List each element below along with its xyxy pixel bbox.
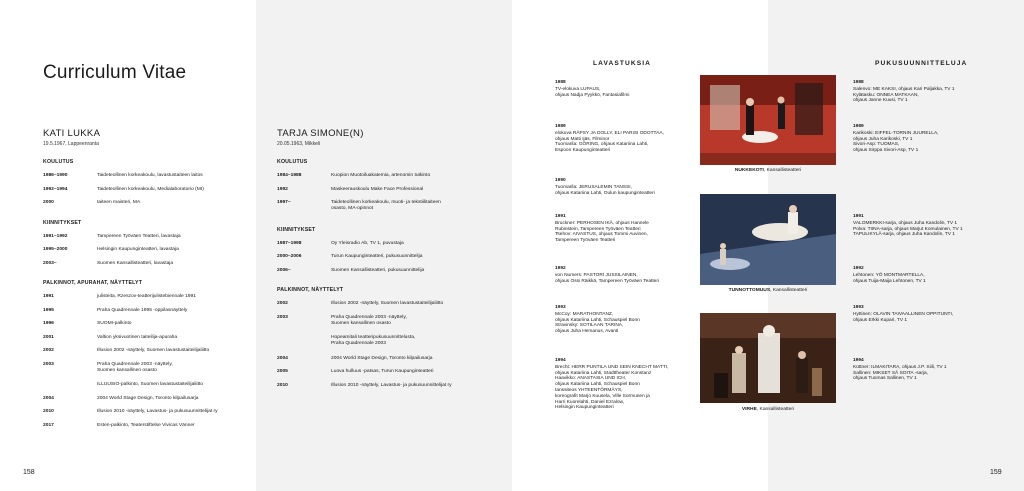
- work-entry-year: 1992: [853, 266, 864, 271]
- cv-row-year: 2002: [277, 301, 288, 306]
- cv-row-text: Praha Quadrennale 1995 -oppilasnäyttely: [97, 307, 188, 313]
- work-entry: [555, 80, 629, 98]
- cv-row-text: Turun Kaupunginteatteri, pukusuunnittelija: [331, 254, 423, 259]
- section-heading: PALKINNOT, APURAHAT, NÄYTTELYT: [43, 280, 143, 286]
- lavastuksia-title: LAVASTUKSIA: [593, 60, 652, 67]
- cv-row-year: 2001: [43, 334, 54, 340]
- work-entry: [555, 124, 664, 154]
- work-entry-text: Salenvo: ME KAKSI, ohjaus Kari Paljakka, TV 1 Kylätasku: ONNEA MATKAAN, ohjaus Janne Kuusi, TV 1: [853, 86, 955, 104]
- person2-name: TARJA SIMONE(N): [277, 128, 364, 139]
- cv-row-text: Luova hulluus -patsas, Turun Kaupunginteatteri: [331, 369, 434, 374]
- cv-row-text: 2004 World Stage Design, Toronto kilpailusarja: [97, 395, 199, 401]
- cv-row-year: 2004: [43, 395, 54, 401]
- cv-row-year: 2017: [43, 422, 54, 428]
- section-heading: PALKINNOT, NÄYTTELYT: [277, 287, 344, 293]
- cv-row-year: 2010: [43, 409, 54, 414]
- work-entry: [853, 358, 947, 382]
- photo-nukkekoti: [700, 75, 836, 165]
- cv-row-text: Illusion 2010 -näyttely, Lavastus- ja pukusuunnittelijat ry: [331, 382, 452, 388]
- cv-row-year: 2010: [277, 382, 288, 388]
- cv-row-text: Praha Quadrennale 2003 -näyttely, Suomen kansallinen osasto: [331, 314, 407, 326]
- cv-row-year: 1995: [43, 307, 54, 313]
- work-entry: [853, 124, 938, 154]
- page-number-right: 159: [990, 469, 1002, 476]
- cv-row-year: 2003: [277, 314, 288, 320]
- pukusuunnitteluja-title: PUKUSUUNNITTELUJA: [875, 60, 968, 67]
- work-entry-text: McCoy: MARATHONTANZ, ohjaus Katariina Lahti, Schauspiel Bonn Stravinsky: SOTILAAN TARINA, ohjaus Juha Hemanus, Avanti: [555, 311, 640, 335]
- work-entry-year: 1989: [853, 124, 864, 129]
- caption-tunnottomuus: TUNNOTTOMUUS, Kansallisteatteri: [728, 288, 808, 293]
- cv-row-text: Hopeamitali teatteripukusuunnittelusta, Praha Quadrennale 2003: [331, 335, 416, 347]
- work-entry: [555, 358, 668, 411]
- cv-row-text: Taideteollinen korkeakoulu, lavastustaiteen laitos: [97, 173, 203, 178]
- caption-virhe: VIRHE, Kansallisteatteri: [741, 407, 795, 412]
- cv-row-text: Kuopion Muotoiluakatemia, artenomin tutkinto: [331, 173, 431, 178]
- caption-nukkekoti: NUKKEKOTI, Kansallisteatteri: [734, 168, 802, 173]
- work-entry-text: Tuomarila: JERUSALEMIN TANSSI, ohjaus Katariina Lahti, Oulun kaupunginteatteri: [555, 184, 655, 196]
- work-entry: [555, 266, 659, 284]
- cv-row-text: Tampereen Työväen Teatteri, lavastaja: [97, 233, 181, 239]
- work-entry-year: 1988: [853, 80, 864, 85]
- cv-row-year: 2000: [43, 200, 54, 205]
- page-number-left: 158: [23, 469, 35, 476]
- cv-row-text: Illusion 2002 -näyttely, Suomen lavastustaiteilijaliitto: [331, 301, 444, 306]
- work-entry-text: von Numers: PASTORI JUSSILAINEN, ohjaus Ossi Räikkä, Tampereen Työväen Teatteri: [555, 272, 659, 284]
- cv-row-year: 1992: [277, 186, 288, 192]
- work-entry-text: Lehtonen: YÖ MONTMARTELLA, ohjaus Tuija-Maija Lehtonen, TV 1: [853, 272, 926, 284]
- cv-row-text: ILLUUSIO-palkinto, Suomen lavastustaiteilijaliitto: [97, 382, 204, 387]
- section-heading: KOULUTUS: [43, 159, 74, 165]
- section-heading: KIINNITYKSET: [43, 219, 82, 226]
- photo-virhe: [700, 313, 836, 403]
- cv-row-text: julisteita, Rzeszov-teatterijulistebiennale 1991: [97, 294, 196, 299]
- work-entry: [555, 178, 655, 196]
- cv-row-year: 1984–1988: [277, 173, 302, 178]
- cv-row-text: Valtion yksivuotinen taiteilija-apuraha: [97, 334, 178, 340]
- cv-row-year: 1987–1998: [277, 240, 302, 246]
- section-heading: KIINNITYKSET: [277, 226, 316, 233]
- cv-row-text: Taideteollinen korkeakoulu, Medialaboratorio (MI): [97, 186, 204, 192]
- person1-birth: 19.5.1967, Lappeenranta: [43, 141, 99, 147]
- cv-row-text: Suomen Kansallisteatteri, lavastaja: [97, 260, 174, 266]
- work-entry-text: VALOMERKKI-sarja, ohjaus Juha Kandolin, TV 1 Polva: TIINA-sarja, ohjaus Marjut Komulainen, TV 1 TAPULIKYLÄ-sarja, ohjaus Juha Kandolin, TV 1: [853, 220, 963, 238]
- cv-row-text: 2004 World Stage Design, Toronto kilpailusarja: [331, 355, 433, 361]
- page-title: Curriculum Vitae: [43, 62, 187, 83]
- work-entry-year: 1991: [853, 214, 864, 219]
- work-entry-text: Brecht: HERR PUNTILA UND SEIN KNECHT MATTI, ohjaus Katariina Lahti, Stadttheater Konstanz Haavikko: ANASTASIA UND ICH, ohjaus Katariina Lahti, Schauspiel Bonn tanssiteos YHTEENTÖRMÄYS, koreografit Marjo Kuusela, Ville Sormunen ja Harri Kuorelahti, Daniel Ezralow, Helsingin Kaupunginteatteri: [555, 364, 669, 411]
- cv-row-text: Esten-palkinto, Teaterstiftelse Vivicas Vänner: [97, 422, 195, 428]
- work-entry-text: Karikoski: EIFFEL-TORNIN JUURELLA, ohjaus Juha Karikoski, TV 1 Sivori-Asp: TUOMAS, ohjaus Sirppa Sivori-Asp, TV 1: [853, 130, 939, 154]
- cv-row-year: 1996: [43, 321, 54, 326]
- person1-name: KATI LUKKA: [43, 128, 101, 139]
- cv-row-text: Maskeerauskoulu Make Face Professional: [331, 186, 424, 192]
- work-entry-year: 1989: [555, 124, 566, 129]
- work-entry-year: 1993: [853, 305, 864, 310]
- photo-tunnottomuus: [700, 194, 836, 285]
- work-entry-text: elokuva RÄPSY JA DOLLY, ELI PARISI ODOTTAA, ohjaus Matti Ijäs, Filminor Tuomarila: GÖRING, ohjaus Katariina Lahti, Espoon Kaupunginteatteri: [555, 130, 664, 154]
- person2-birth: 20.05.1963, Mikkeli: [277, 141, 321, 147]
- work-entry: [853, 266, 926, 284]
- cv-row-text: taiteen maisteri, MA: [97, 200, 141, 205]
- cv-row-year: 1995–2000: [43, 247, 68, 252]
- cv-row-year: 2005: [277, 369, 288, 374]
- work-entry: [853, 80, 955, 104]
- cv-row-text: Suomen Kansallisteatteri, pukusuunnittelija: [331, 267, 425, 273]
- work-entry-year: 1994: [555, 358, 566, 363]
- work-entry-text: TV-elokuva LUPAUS, ohjaus Nadja Pyykkö, Fantasiafilmi: [555, 86, 630, 98]
- cv-row-text: Helsingin Kaupunginteatteri, lavastaja: [97, 247, 179, 252]
- work-entry-text: Küttner: ILMAKITARA, ohjaus J.P. Siili, TV 1 Sallinen: MIKSET SÄ SOITA -sarja, ohjaus Tuomas Sallinen, TV 1: [853, 364, 947, 382]
- work-entry: [853, 305, 953, 323]
- cv-row-text: SUOMI-palkinto: [97, 321, 132, 326]
- cv-row-year: 1992–1994: [43, 186, 68, 192]
- cv-row-year: 2002: [43, 348, 54, 353]
- work-entry-year: 1988: [555, 80, 566, 85]
- work-entry-year: 1992: [555, 266, 566, 271]
- cv-row-year: 1991: [43, 294, 54, 299]
- cv-row-text: Illusion 2002 -näyttely, Suomen lavastustaiteilijaliitto: [97, 348, 210, 353]
- cv-row-year: 2003–: [43, 260, 57, 266]
- work-entry-text: Bruckner: PERHOSEN IKÄ, ohjaus Hannele Rubinstein, Tampereen Työväen Teatteri Tsehov: AIVASTUS, ohjaus Tommi Auvinen, Tampereen Työväen Teatteri: [555, 220, 649, 244]
- work-entry-year: 1993: [555, 305, 566, 310]
- cv-row-year: 2000–2006: [277, 254, 302, 259]
- cv-row-year: 2004: [277, 355, 288, 361]
- work-entry: [555, 214, 649, 244]
- cv-row-text: Taideteollinen korkeakoulu, muoti- ja tekstiilitaiteen osasto, MA-opinnot: [331, 200, 441, 212]
- cv-row-year: 2006–: [277, 267, 291, 273]
- cv-row-year: 1991–1992: [43, 233, 68, 239]
- work-entry-year: 1991: [555, 214, 566, 219]
- work-entry-year: 1994: [853, 358, 864, 363]
- cv-row-text: Praha Quadrennale 2003 -näyttely, Suomen kansallinen osasto: [97, 361, 173, 373]
- work-entry-text: Hyttinen: OLAVIN TAIVAALLINEN OPPITUNTI, ohjaus Erkki Kupari, TV 1: [853, 311, 954, 323]
- cv-row-text: Oy Yleisradio Ab, TV 1, puvustaja: [331, 240, 404, 246]
- section-heading: KOULUTUS: [277, 159, 308, 165]
- work-entry: [555, 305, 640, 335]
- work-entry-year: 1990: [555, 178, 566, 183]
- cv-row-text: Illusion 2010 -näyttely, Lavastus- ja pukusuunnittelijat ry: [97, 409, 218, 414]
- cv-row-year: 2003: [43, 361, 54, 367]
- cv-row-year: 1997–: [277, 200, 291, 205]
- cv-row-year: 1986–1990: [43, 173, 68, 178]
- work-entry: [853, 214, 963, 238]
